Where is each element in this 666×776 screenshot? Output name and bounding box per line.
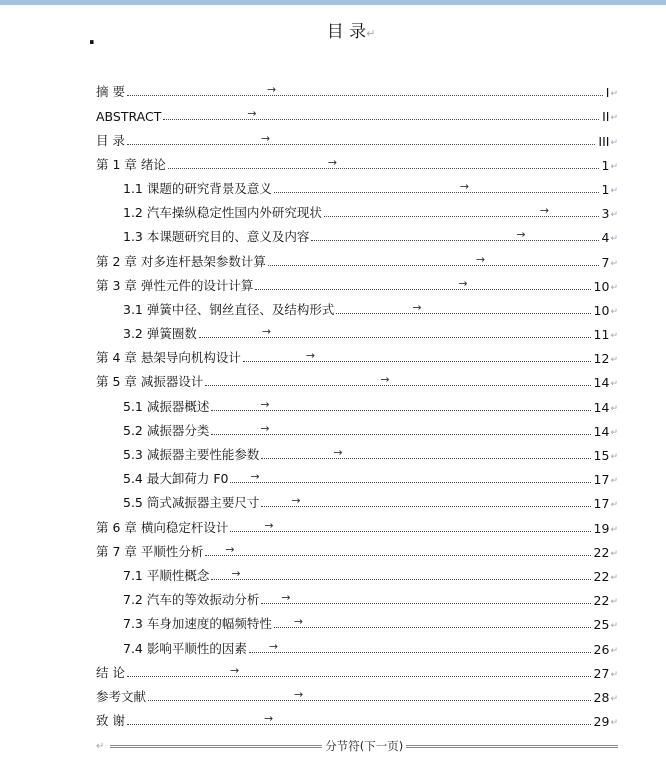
dot-leader [249, 639, 591, 653]
toc-entry-page: 22 [593, 593, 610, 609]
toc-entry-page: 19 [593, 520, 610, 536]
toc-entry-page: 11 [593, 327, 610, 343]
toc-entry[interactable] [96, 659, 618, 683]
paragraph-mark-icon: ↵ [610, 185, 618, 196]
dot-leader [274, 615, 591, 629]
paragraph-mark-icon: ↵ [610, 476, 618, 487]
toc-entry-label: 7.1 平顺性概念 [123, 567, 210, 583]
tab-arrow-icon: → [250, 470, 260, 484]
toc-entry-label: 1.3 本课题研究目的、意义及内容 [123, 229, 310, 245]
tab-arrow-icon: → [412, 300, 422, 314]
toc-entry[interactable] [96, 320, 618, 344]
paragraph-mark-icon: ↵ [610, 282, 618, 293]
paragraph-mark-icon: ↵ [610, 597, 618, 608]
paragraph-mark-icon: ↵ [610, 572, 618, 583]
dot-leader [274, 179, 599, 193]
toc-entry-page: 22 [593, 544, 610, 560]
toc-entry[interactable] [96, 441, 618, 465]
toc-entry-page: 25 [593, 617, 610, 633]
toc-entry-page: I [605, 85, 610, 101]
table-of-contents [96, 78, 618, 731]
dot-leader [205, 542, 590, 556]
paragraph-mark-icon: ↵ [610, 621, 618, 632]
dot-leader [127, 83, 603, 97]
toc-entry[interactable] [96, 247, 618, 271]
toc-entry[interactable] [96, 392, 618, 416]
dot-leader [261, 591, 590, 605]
dot-leader [127, 712, 591, 726]
dot-leader [211, 421, 590, 435]
paragraph-mark-icon: ↵ [610, 355, 618, 366]
dot-leader [199, 325, 591, 339]
toc-entry-label: 第 1 章 绪论 [96, 156, 166, 172]
dot-leader [230, 470, 590, 484]
toc-entry[interactable] [96, 465, 618, 489]
dot-leader [268, 252, 599, 266]
toc-entry-page: 15 [593, 448, 610, 463]
toc-entry-label: 5.1 减振器概述 [123, 398, 210, 414]
toc-entry-page: 29 [593, 714, 610, 730]
paragraph-mark-icon: ↵ [610, 161, 618, 172]
section-break [96, 738, 618, 754]
paragraph-mark-icon: ↵ [610, 669, 618, 680]
title-text: 目 录 [326, 22, 367, 42]
section-break-line [110, 745, 322, 748]
tab-arrow-icon: → [294, 687, 304, 701]
tab-arrow-icon: → [516, 228, 526, 242]
dot-leader [255, 276, 590, 290]
tab-arrow-icon: → [263, 712, 274, 726]
toc-entry[interactable] [96, 223, 618, 247]
dot-leader [261, 446, 590, 459]
tab-arrow-icon: → [260, 397, 270, 411]
toc-entry[interactable] [96, 151, 618, 175]
toc-entry-page: III [598, 133, 610, 149]
toc-entry[interactable] [96, 102, 618, 126]
dot-leader [211, 566, 590, 580]
top-border [0, 0, 666, 5]
toc-entry-page: 26 [593, 641, 610, 657]
toc-entry-label: 第 3 章 弹性元件的设计计算 [96, 277, 254, 293]
tab-arrow-icon: → [225, 542, 235, 556]
tab-arrow-icon: → [333, 446, 343, 459]
toc-entry-page: 27 [593, 665, 610, 681]
toc-entry-page: 14 [593, 399, 610, 415]
toc-entry-label: 5.2 减振器分类 [123, 422, 210, 438]
tab-arrow-icon: → [539, 204, 550, 218]
toc-entry-label: 3.2 弹簧圈数 [123, 326, 197, 342]
tab-arrow-icon: → [327, 155, 338, 169]
dot-leader [261, 494, 590, 508]
tab-arrow-icon: → [291, 494, 301, 508]
toc-entry-label: 7.2 汽车的等效振动分析 [123, 592, 260, 608]
toc-entry[interactable] [96, 683, 618, 707]
tab-arrow-icon: → [459, 179, 470, 193]
toc-entry-label: 1.2 汽车操纵稳定性国内外研究现状 [123, 205, 322, 221]
toc-entry-label: 5.3 减振器主要性能参数 [123, 447, 260, 462]
paragraph-mark-icon: ↵ [610, 331, 618, 342]
dot-leader [163, 107, 599, 121]
toc-entry[interactable] [96, 513, 618, 537]
bullet-mark: . [88, 25, 96, 49]
page-title [0, 21, 666, 49]
toc-entry-label: 第 2 章 对多连杆悬架参数计算 [96, 253, 266, 269]
toc-entry-label: 第 6 章 横向稳定杆设计 [96, 519, 229, 535]
tab-arrow-icon: → [475, 252, 486, 266]
tab-arrow-icon: → [268, 639, 279, 653]
dot-leader [311, 228, 598, 242]
tab-arrow-icon: → [380, 373, 390, 387]
toc-entry-page: 17 [593, 472, 610, 488]
section-break-line [406, 745, 618, 748]
paragraph-mark-icon: ↵ [610, 693, 618, 704]
toc-entry-page: 1 [601, 181, 610, 197]
dot-leader [168, 155, 599, 169]
tab-arrow-icon: → [266, 83, 277, 97]
paragraph-mark-icon: ↵ [610, 113, 618, 124]
tab-arrow-icon: → [264, 518, 274, 532]
toc-entry-page: 7 [601, 254, 610, 270]
toc-entry-label: 摘 要 [96, 84, 125, 100]
paragraph-mark-icon: ↵ [610, 258, 618, 269]
tab-arrow-icon: → [293, 615, 304, 629]
paragraph-mark-icon: ↵ [366, 27, 376, 40]
paragraph-mark-icon: ↵ [610, 234, 618, 245]
toc-entry-page: 17 [593, 496, 610, 512]
toc-entry-label: 3.1 弹簧中径、钢丝直径、及结构形式 [123, 301, 335, 317]
toc-entry-page: 14 [593, 423, 610, 439]
tab-arrow-icon: → [247, 107, 257, 121]
toc-entry[interactable] [96, 417, 618, 441]
toc-entry[interactable] [96, 175, 618, 199]
toc-entry-page: 10 [593, 278, 610, 294]
dot-leader [324, 204, 599, 218]
toc-entry[interactable] [96, 368, 618, 392]
section-break-label: 分节符(下一页) [325, 739, 404, 753]
toc-entry[interactable] [96, 562, 618, 586]
tab-arrow-icon: → [458, 276, 468, 290]
toc-entry[interactable] [96, 78, 618, 102]
toc-entry-label: 7.4 影响平顺性的因素 [123, 640, 247, 656]
toc-entry-label: 目 录 [96, 132, 125, 148]
toc-entry-page: 12 [593, 351, 610, 367]
dot-leader [243, 349, 591, 363]
tab-arrow-icon: → [260, 421, 270, 435]
toc-entry-label: 7.3 车身加速度的幅频特性 [123, 616, 272, 632]
toc-entry-label: 结 论 [96, 664, 125, 680]
return-mark-icon: ↵ [96, 740, 105, 752]
tab-arrow-icon: → [305, 349, 316, 363]
toc-entry-page: 1 [601, 157, 610, 173]
tab-arrow-icon: → [261, 325, 272, 339]
toc-entry[interactable] [96, 126, 618, 150]
toc-entry-label: 第 7 章 平顺性分析 [96, 543, 204, 559]
toc-entry[interactable] [96, 344, 618, 368]
toc-entry-label: 5.4 最大卸荷力 F0 [123, 471, 229, 487]
paragraph-mark-icon: ↵ [610, 718, 618, 729]
toc-entry[interactable] [96, 272, 618, 296]
tab-arrow-icon: → [231, 566, 241, 580]
tab-arrow-icon: → [260, 131, 271, 145]
toc-entry-page: 14 [593, 375, 610, 391]
toc-entry[interactable] [96, 610, 618, 634]
paragraph-mark-icon: ↵ [610, 403, 618, 414]
toc-entry-label: 第 5 章 减振器设计 [96, 374, 204, 390]
toc-entry[interactable] [96, 489, 618, 513]
paragraph-mark-icon: ↵ [610, 137, 618, 148]
toc-entry[interactable] [96, 707, 618, 731]
toc-entry[interactable] [96, 296, 618, 320]
toc-entry-page: 10 [593, 302, 610, 318]
tab-arrow-icon: → [229, 663, 240, 677]
paragraph-mark-icon: ↵ [610, 89, 618, 100]
toc-entry-label: 5.5 筒式减振器主要尺寸 [123, 495, 260, 511]
toc-entry-page: 22 [593, 568, 610, 584]
paragraph-mark-icon: ↵ [610, 548, 618, 559]
paragraph-mark-icon: ↵ [610, 306, 618, 317]
paragraph-mark-icon: ↵ [610, 645, 618, 656]
toc-entry[interactable] [96, 586, 618, 610]
paragraph-mark-icon: ↵ [610, 524, 618, 535]
dot-leader [148, 687, 591, 701]
dot-leader [127, 663, 591, 677]
toc-entry[interactable] [96, 538, 618, 562]
toc-entry-label: 1.1 课题的研究背景及意义 [123, 180, 272, 196]
dot-leader [127, 131, 595, 145]
paragraph-mark-icon: ↵ [610, 379, 618, 390]
tab-arrow-icon: → [281, 591, 291, 605]
toc-entry-label: 第 4 章 悬架导向机构设计 [96, 350, 241, 366]
toc-entry-page: 28 [593, 689, 610, 705]
toc-entry[interactable] [96, 634, 618, 658]
toc-entry-label: 参考文献 [96, 688, 147, 704]
toc-entry-page: 4 [601, 230, 610, 246]
toc-entry-label: ABSTRACT [96, 109, 162, 125]
dot-leader [230, 518, 590, 532]
dot-leader [336, 300, 590, 314]
paragraph-mark-icon: ↵ [610, 427, 618, 438]
paragraph-mark-icon: ↵ [610, 210, 618, 221]
toc-entry-label: 致 谢 [96, 713, 125, 729]
toc-entry-page: II [602, 109, 610, 125]
dot-leader [205, 373, 590, 387]
paragraph-mark-icon: ↵ [610, 500, 618, 511]
toc-entry[interactable] [96, 199, 618, 223]
dot-leader [211, 397, 590, 411]
paragraph-mark-icon: ↵ [610, 452, 618, 462]
toc-entry-page: 3 [601, 206, 610, 222]
